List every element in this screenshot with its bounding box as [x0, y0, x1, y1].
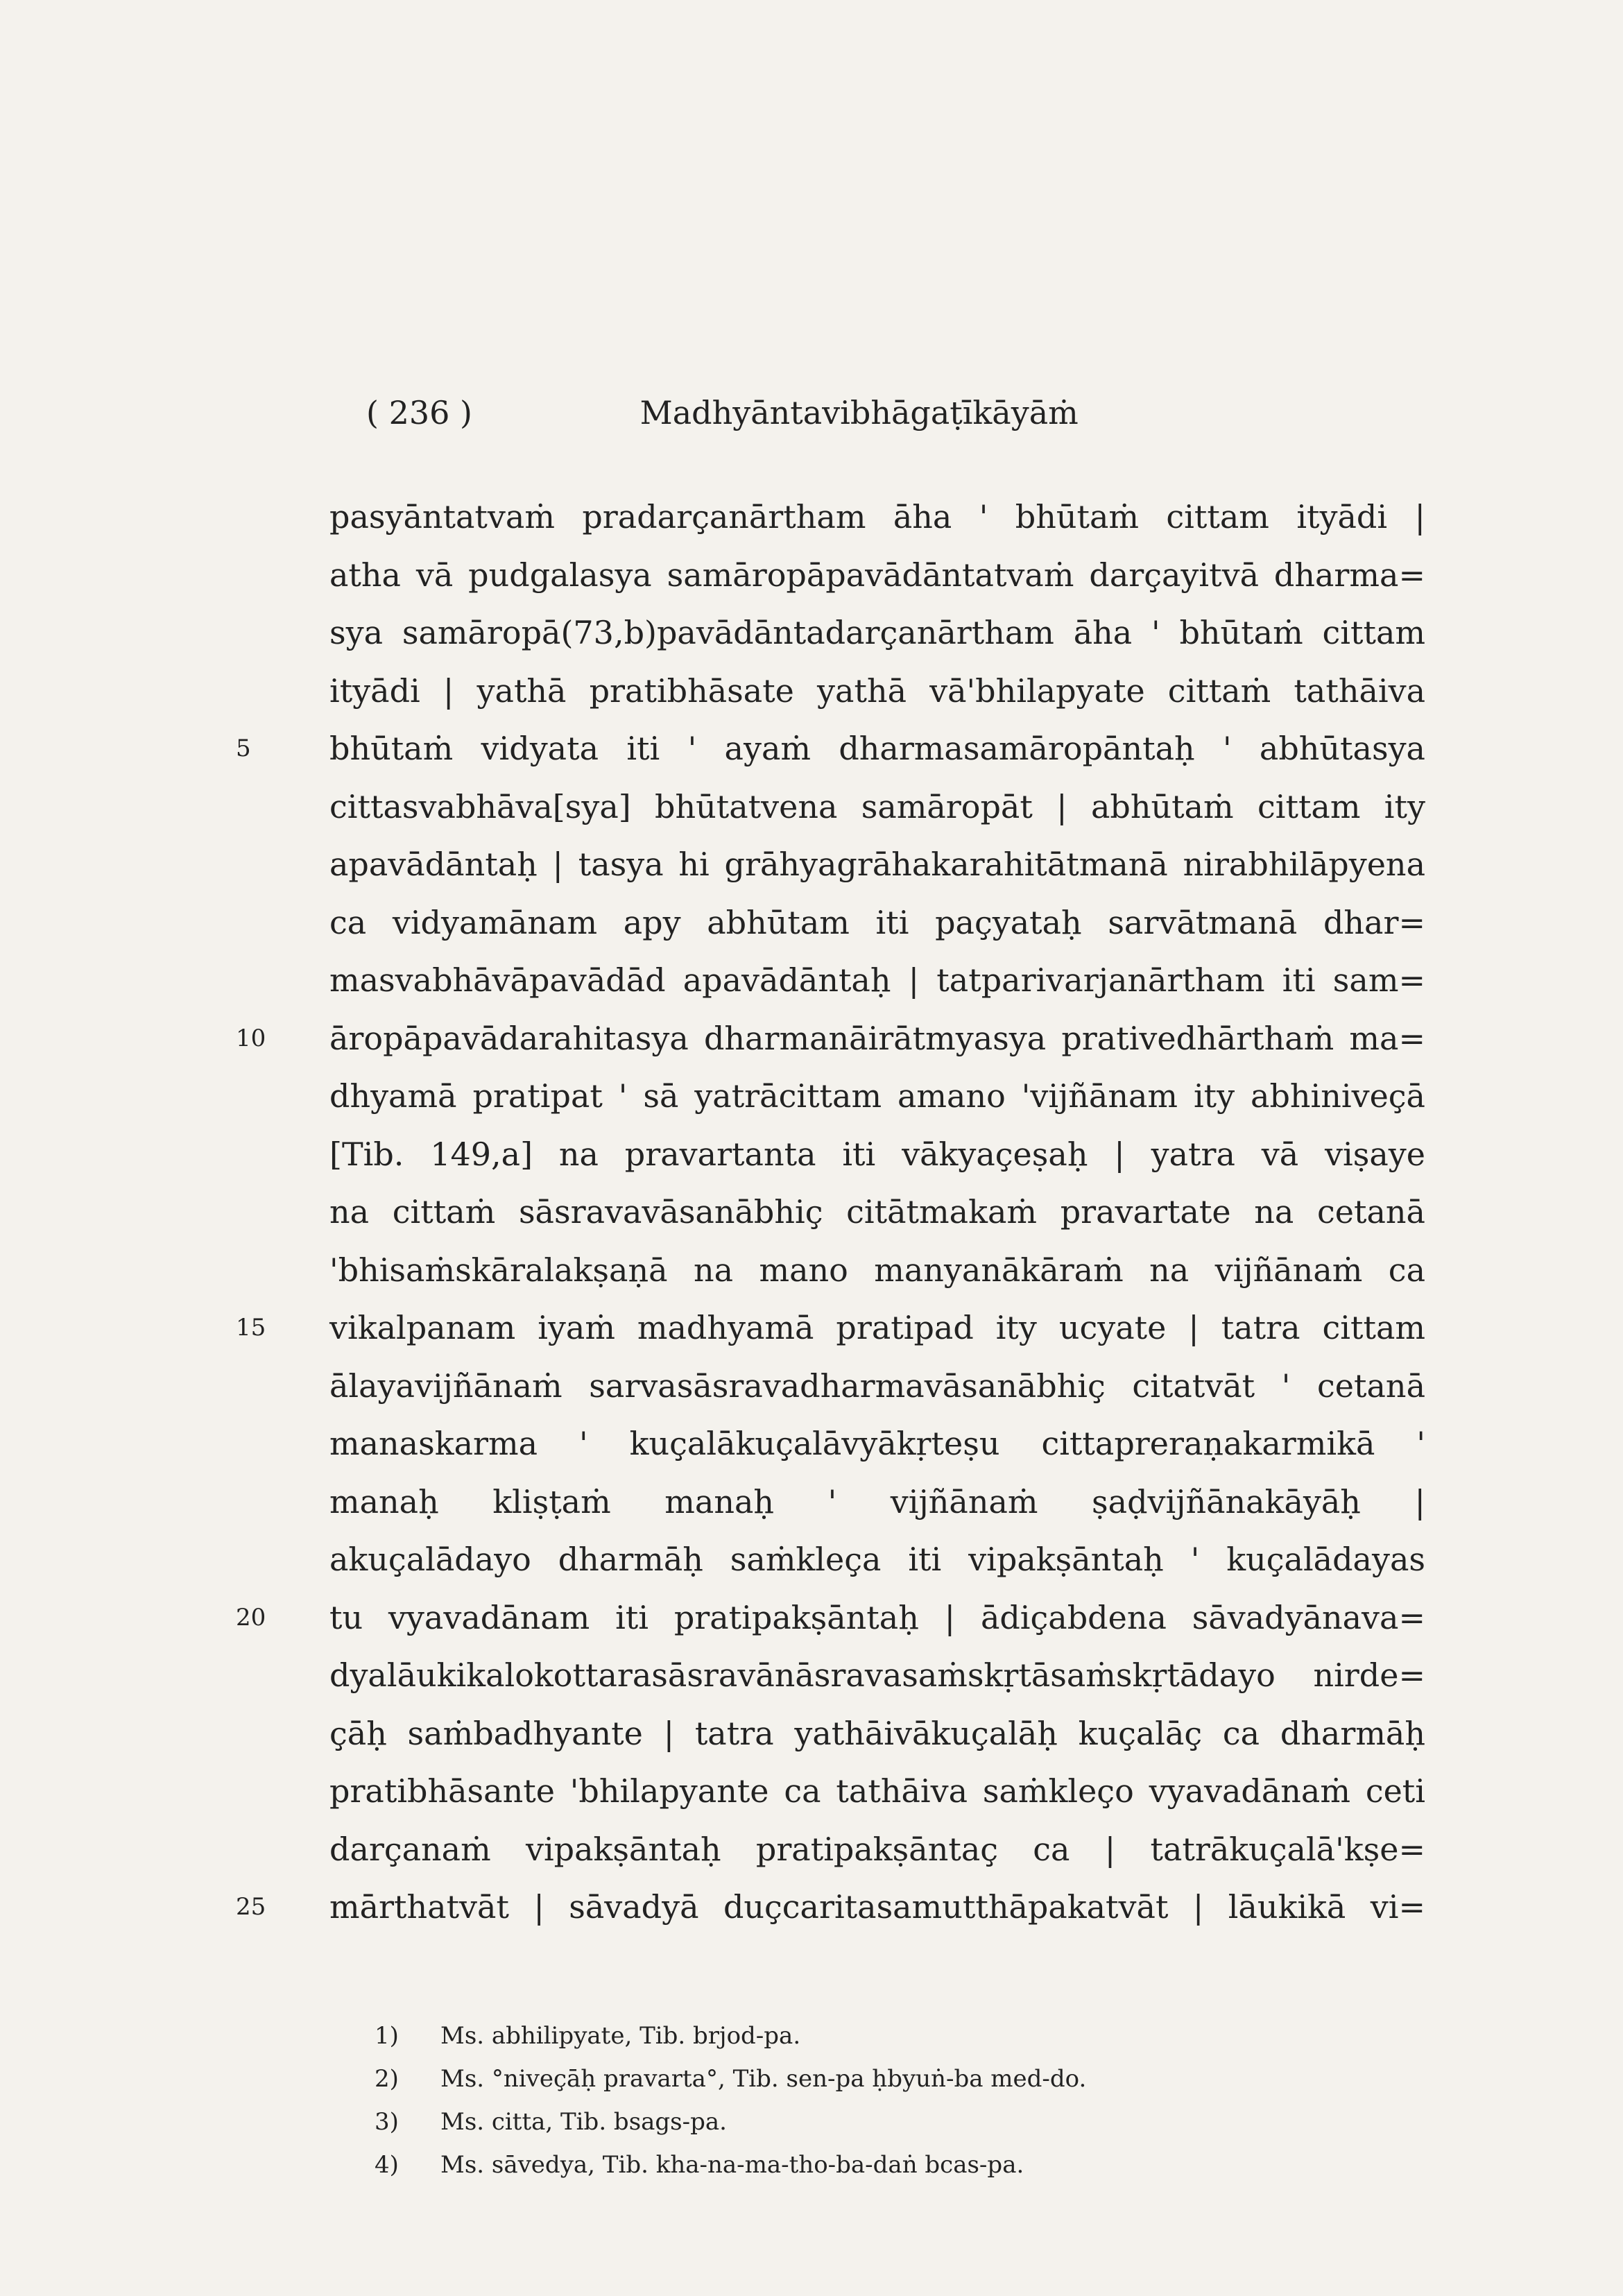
running-title: Madhyāntavibhāgaṭīkāyāṁ	[639, 394, 1079, 431]
text-line: na cittaṁ sāsravavāsanābhiç citātmakaṁ pravartate na cetanā	[329, 1193, 1425, 1231]
text-line: akuçalādayo dharmāḥ saṁkleça iti vipakṣāntaḥ ꞌ kuçalādayas	[329, 1541, 1425, 1578]
line-number: 5	[236, 735, 251, 762]
footnote	[375, 2144, 1346, 2186]
line-number: 10	[236, 1025, 266, 1052]
page-header	[366, 392, 1407, 434]
footnote	[375, 2101, 1346, 2143]
text-line: dyalāukikalokottarasāsravānāsravasaṁskṛtāsaṁskṛtādayo nirde=	[329, 1656, 1425, 1694]
line-number: 25	[236, 1893, 266, 1921]
text-line: bhūtaṁ vidyata iti ꞌ ayaṁ dharmasamāropāntaḥ ꞌ abhūtasya	[329, 730, 1425, 767]
text-line: dhyamā pratipat ꞌ sā yatrācittam amano 'vijñānam ity abhiniveçā	[329, 1077, 1425, 1115]
text-line: masvabhāvāpavādād apavādāntaḥ | tatparivarjanārtham iti sam=	[329, 961, 1425, 999]
footnote-number: 4)	[375, 2151, 399, 2179]
text-line: ca vidyamānam apy abhūtam iti paçyataḥ sarvātmanā dhar=	[329, 904, 1425, 941]
page-number: ( 236 )	[366, 394, 472, 431]
footnote	[375, 2058, 1346, 2100]
footnote-text: Ms. abhilipyate, Tib. brjod-pa.	[440, 2022, 801, 2050]
text-line: āropāpavādarahitasya dharmanāirātmyasya prativedhārthaṁ ma=	[329, 1020, 1425, 1057]
text-line: tu vyavadānam iti pratipakṣāntaḥ | ādiçabdena sāvadyānava=	[329, 1599, 1425, 1636]
text-line: apavādāntaḥ | tasya hi grāhyagrāhakarahitātmanā nirabhilāpyena	[329, 846, 1425, 883]
footnote	[375, 2015, 1346, 2057]
line-number: 20	[236, 1604, 266, 1631]
footnote-text: Ms. sāvedya, Tib. kha-na-ma-tho-ba-daṅ bcas-pa.	[440, 2151, 1024, 2179]
footnote-number: 3)	[375, 2108, 399, 2136]
text-line: ālayavijñānaṁ sarvasāsravadharmavāsanābhiç citatvāt ꞌ cetanā	[329, 1367, 1425, 1405]
text-line: mārthatvāt | sāvadyā duçcaritasamutthāpakatvāt | lāukikā vi=	[329, 1888, 1425, 1926]
footnote-number: 1)	[375, 2022, 399, 2050]
text-line: çāḥ saṁbadhyante | tatra yathāivākuçalāḥ kuçalāç ca dharmāḥ	[329, 1715, 1425, 1752]
footnote-text: Ms. citta, Tib. bsags-pa.	[440, 2108, 727, 2136]
footnote-number: 2)	[375, 2065, 399, 2093]
text-line: pratibhāsante 'bhilapyante ca tathāiva saṁkleço vyavadānaṁ ceti	[329, 1772, 1425, 1810]
text-line: [Tib. 149,a] na pravartanta iti vākyaçeṣaḥ | yatra vā viṣaye	[329, 1136, 1425, 1173]
text-line: darçanaṁ vipakṣāntaḥ pratipakṣāntaç ca | tatrākuçalā'kṣe=	[329, 1831, 1425, 1868]
text-line: manaskarma ꞌ kuçalākuçalāvyākṛteṣu cittapreraṇakarmikā ꞌ	[329, 1425, 1425, 1462]
footnote-text: Ms. °niveçāḥ pravarta°, Tib. sen-pa ḥbyuṅ-ba med-do.	[440, 2065, 1087, 2093]
text-line: atha vā pudgalasya samāropāpavādāntatvaṁ darçayitvā dharma=	[329, 556, 1425, 594]
line-number: 15	[236, 1314, 266, 1342]
text-line: 'bhisaṁskāralakṣaṇā na mano manyanākāraṁ na vijñānaṁ ca	[329, 1251, 1425, 1289]
text-line: manaḥ kliṣṭaṁ manaḥ ꞌ vijñānaṁ ṣaḍvijñānakāyāḥ |	[329, 1483, 1425, 1520]
text-line: cittasvabhāva[sya] bhūtatvena samāropāt | abhūtaṁ cittam ity	[329, 788, 1425, 825]
text-line: vikalpanam iyaṁ madhyamā pratipad ity ucyate | tatra cittam	[329, 1309, 1425, 1346]
text-line: ityādi | yathā pratibhāsate yathā vā'bhilapyate cittaṁ tathāiva	[329, 672, 1425, 710]
text-line: pasyāntatvaṁ pradarçanārtham āha ꞌ bhūtaṁ cittam ityādi |	[329, 498, 1425, 536]
text-line: sya samāropā(73,b)pavādāntadarçanārtham āha ꞌ bhūtaṁ cittam	[329, 614, 1425, 651]
